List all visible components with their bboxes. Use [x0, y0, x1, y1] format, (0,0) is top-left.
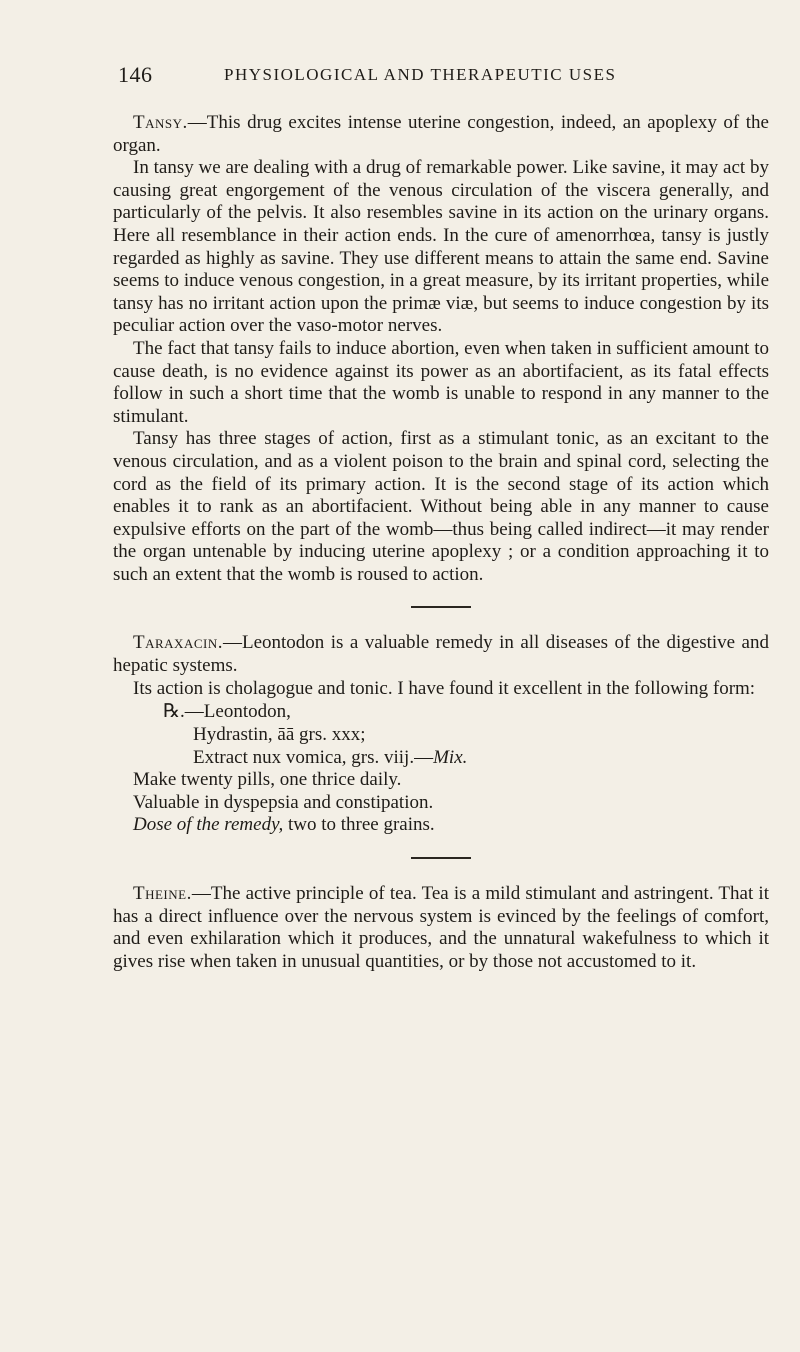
tansy-intro-text: —This drug excites intense uterine congestion, indeed, an apoplexy of the organ. — [113, 112, 769, 156]
taraxacin-dose — [113, 814, 769, 837]
section-theine — [113, 883, 769, 973]
page-body — [113, 112, 769, 973]
prescription-line-2: Hydrastin, āā grs. xxx; — [193, 724, 366, 746]
running-head: PHYSIOLOGICAL AND THERAPEUTIC USES — [224, 65, 617, 84]
section-divider-2 — [411, 857, 471, 859]
taraxacin-intro-paragraph — [113, 632, 769, 677]
theine-heading: Theine. — [133, 883, 192, 905]
taraxacin-paragraph-2: Its action is cholagogue and tonic. I have found it excellent in the following form: — [133, 677, 756, 699]
section-taraxacin — [113, 632, 769, 837]
theine-paragraph — [113, 883, 769, 973]
section-tansy — [113, 112, 769, 586]
prescription-mix: Mix. — [433, 747, 468, 769]
page-header — [0, 62, 800, 92]
tansy-paragraph-4: Tansy has three stages of action, first as a stimulant tonic, as an excitant to the venous circulation, and as a violent poison to the brain and spinal cord, selecting the cord as the field of its primary action. It is the second stage of its action which enables it to rank as an abortifacient. Without being able in any manner to cause expulsive efforts on the part of the womb—thus being called indirect—it may render the organ untenable by inducing uterine apoplexy ; or a condition approaching it to such an extent that the womb is roused to action. — [113, 428, 769, 585]
taraxacin-paragraph-4: Valuable in dyspepsia and constipation. — [133, 791, 434, 813]
prescription-line-1: ℞.—Leontodon, — [163, 701, 291, 723]
tansy-paragraph-3: The fact that tansy fails to induce abortion, even when taken in sufficient amount to cause death, is no evidence against its power as an abortifacient, as its fatal effects follow in such a short time that the womb is unable to respond in any manner to the stimulant. — [113, 337, 769, 427]
page-number: 146 — [118, 62, 153, 87]
prescription-line-3-text: Extract nux vomica, grs. viij.— — [193, 747, 434, 769]
prescription — [163, 700, 769, 769]
dose-text: two to three grains. — [283, 814, 435, 836]
section-divider — [411, 606, 471, 608]
tansy-intro-paragraph — [113, 112, 769, 157]
taraxacin-intro-text: —Leontodon is a valuable remedy in all diseases of the digestive and hepatic systems. — [113, 632, 769, 677]
dose-label: Dose of the remedy, — [133, 814, 284, 836]
taraxacin-heading: Taraxacin. — [133, 632, 223, 654]
tansy-heading: Tansy. — [133, 112, 188, 133]
taraxacin-paragraph-3: Make twenty pills, one thrice daily. — [133, 769, 402, 791]
prescription-line-3 — [163, 746, 769, 769]
tansy-paragraph-2: In tansy we are dealing with a drug of remarkable power. Like savine, it may act by causing great engorgement of the venous circulation of the viscera generally, and particularly of the pelvis. It also resembles savine in its action on the urinary organs. Here all resemblance in their action ends. In the cure of amenorrhœa, tansy is justly regarded as highly as savine. They use different means to attain the same end. Savine seems to induce venous congestion, in a great measure, by its irritant properties, while tansy has no irritant action upon the primæ viæ, but seems to induce congestion by its peculiar action over the vaso-motor nerves. — [113, 157, 769, 337]
theine-text: —The active principle of tea. Tea is a mild stimulant and astringent. That it has a direct influence over the nervous system is evinced by the feelings of comfort, and even exhilaration which it produces, and the unnatural wakefulness to which it gives rise when taken in unusual quantities, or by those not accustomed to it. — [113, 883, 769, 972]
